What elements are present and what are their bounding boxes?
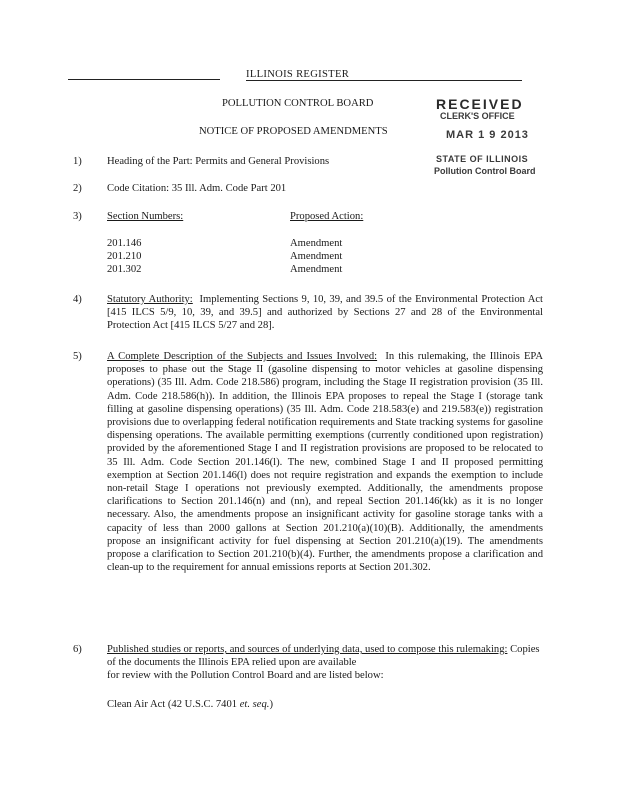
studies-line-2: for review with the Pollution Control Board and are listed below:: [107, 670, 384, 682]
stamp-board: Pollution Control Board: [434, 166, 536, 176]
section-numbers-label: Section Numbers:: [107, 211, 184, 222]
action-row: Amendment: [290, 238, 343, 249]
notice-title: NOTICE OF PROPOSED AMENDMENTS: [199, 126, 388, 137]
item-4-number: 4): [73, 294, 82, 305]
action-row: Amendment: [290, 264, 343, 276]
action-list: [290, 237, 342, 277]
action-row: Amendment: [290, 251, 343, 263]
clean-air-act-citation: [107, 698, 273, 711]
item-3-number: 3): [73, 211, 82, 222]
header-underline: [246, 80, 522, 81]
description-label: A Complete Description of the Subjects and Issues Involved:: [107, 351, 378, 362]
studies-line-1: Copies of the documents the Illinois EPA relied upon are available: [107, 644, 540, 669]
section-list: [107, 237, 141, 277]
register-title: ILLINOIS REGISTER: [246, 69, 350, 80]
item-2-text: Code Citation: 35 Ill. Adm. Code Part 201: [107, 183, 287, 194]
statutory-authority-paragraph: [107, 293, 543, 333]
board-name: POLLUTION CONTROL BOARD: [222, 98, 374, 109]
item-5-number: 5): [73, 351, 82, 362]
header-left-rule: [68, 79, 220, 80]
stamp-date: MAR 1 9 2013: [446, 129, 529, 141]
stamp-received: RECEIVED: [436, 96, 524, 112]
stamp-state: STATE OF ILLINOIS: [436, 154, 529, 164]
section-row: 201.302: [107, 264, 142, 276]
section-row: 201.146: [107, 238, 142, 249]
clean-air-act-italic: et. seq.: [239, 699, 270, 710]
clean-air-act-close: ): [269, 699, 273, 710]
item-6-number: 6): [73, 644, 82, 655]
studies-label: Published studies or reports, and sources of underlying data, used to compose this rulemaking:: [107, 644, 508, 655]
item-2-number: 2): [73, 183, 82, 194]
received-stamp: [418, 96, 548, 182]
item-1-number: 1): [73, 156, 82, 167]
statutory-authority-text: Implementing Sections 9, 10, 39, and 39.5 of the Environmental Protection Act [415 ILCS 5/9, 10, 39, and 39.5] and authorized by Sections 27 and 28 of the Environmental Protection Act [415 ILCS 5/27 and 28].: [107, 294, 543, 332]
description-text: In this rulemaking, the Illinois EPA proposes to phase out the Stage II (gasoline dispensing to motor vehicles at gasoline dispensing operations) (35 Ill. Adm. Code 218.586) program, including the Stage II registration provision (35 Ill. Adm. Code 218.586(h)). In addition, the Illinois EPA proposes to repeal the Stage I (storage tank filling at gasoline dispensing operations) (35 Ill. Adm. Code 218.583(e) and 219.583(e)) registration provisions due to overlapping federal notification requirements and State tracking systems for gasoline dispensing operations. The available permitting exemptions (currently conditioned upon registration) provided by the aforementioned Stage I and II registration provisions are proposed to be relocated to 35 Ill. Adm. Code Section 201.146(l). The new, combined Stage I and II proposed permitting exemption at Section 201.146(l) does not require registration and expands the exemption to include non-retail Stage I operations not previously exempted. Additionally, the amendments propose clarifications to Section 201.146(n) and (nn), and repeal Section 201.146(kk) as it is no longer necessary. Also, the amendments propose an insignificant activity for gasoline storage tanks with a capacity of less than 2000 gallons at Section 201.210(a)(10)(B). Additionally, the amendments propose an insignificant activity for fuel dispensing at Section 201.210(a)(19). The amendments propose a clarification to Section 201.210(b)(4). Further, the amendments propose a clarification and clean-up to the requirement for annual emissions reports at Section 201.302.: [107, 351, 543, 574]
studies-paragraph: [107, 643, 543, 683]
section-row: 201.210: [107, 251, 142, 263]
clean-air-act-text: Clean Air Act (42 U.S.C. 7401: [107, 699, 238, 710]
description-paragraph: [107, 350, 543, 574]
statutory-authority-label: Statutory Authority:: [107, 294, 193, 305]
stamp-clerks-office: CLERK'S OFFICE: [440, 111, 515, 121]
proposed-action-label: Proposed Action:: [290, 211, 364, 222]
item-1-text: Heading of the Part: Permits and General Provisions: [107, 156, 330, 167]
